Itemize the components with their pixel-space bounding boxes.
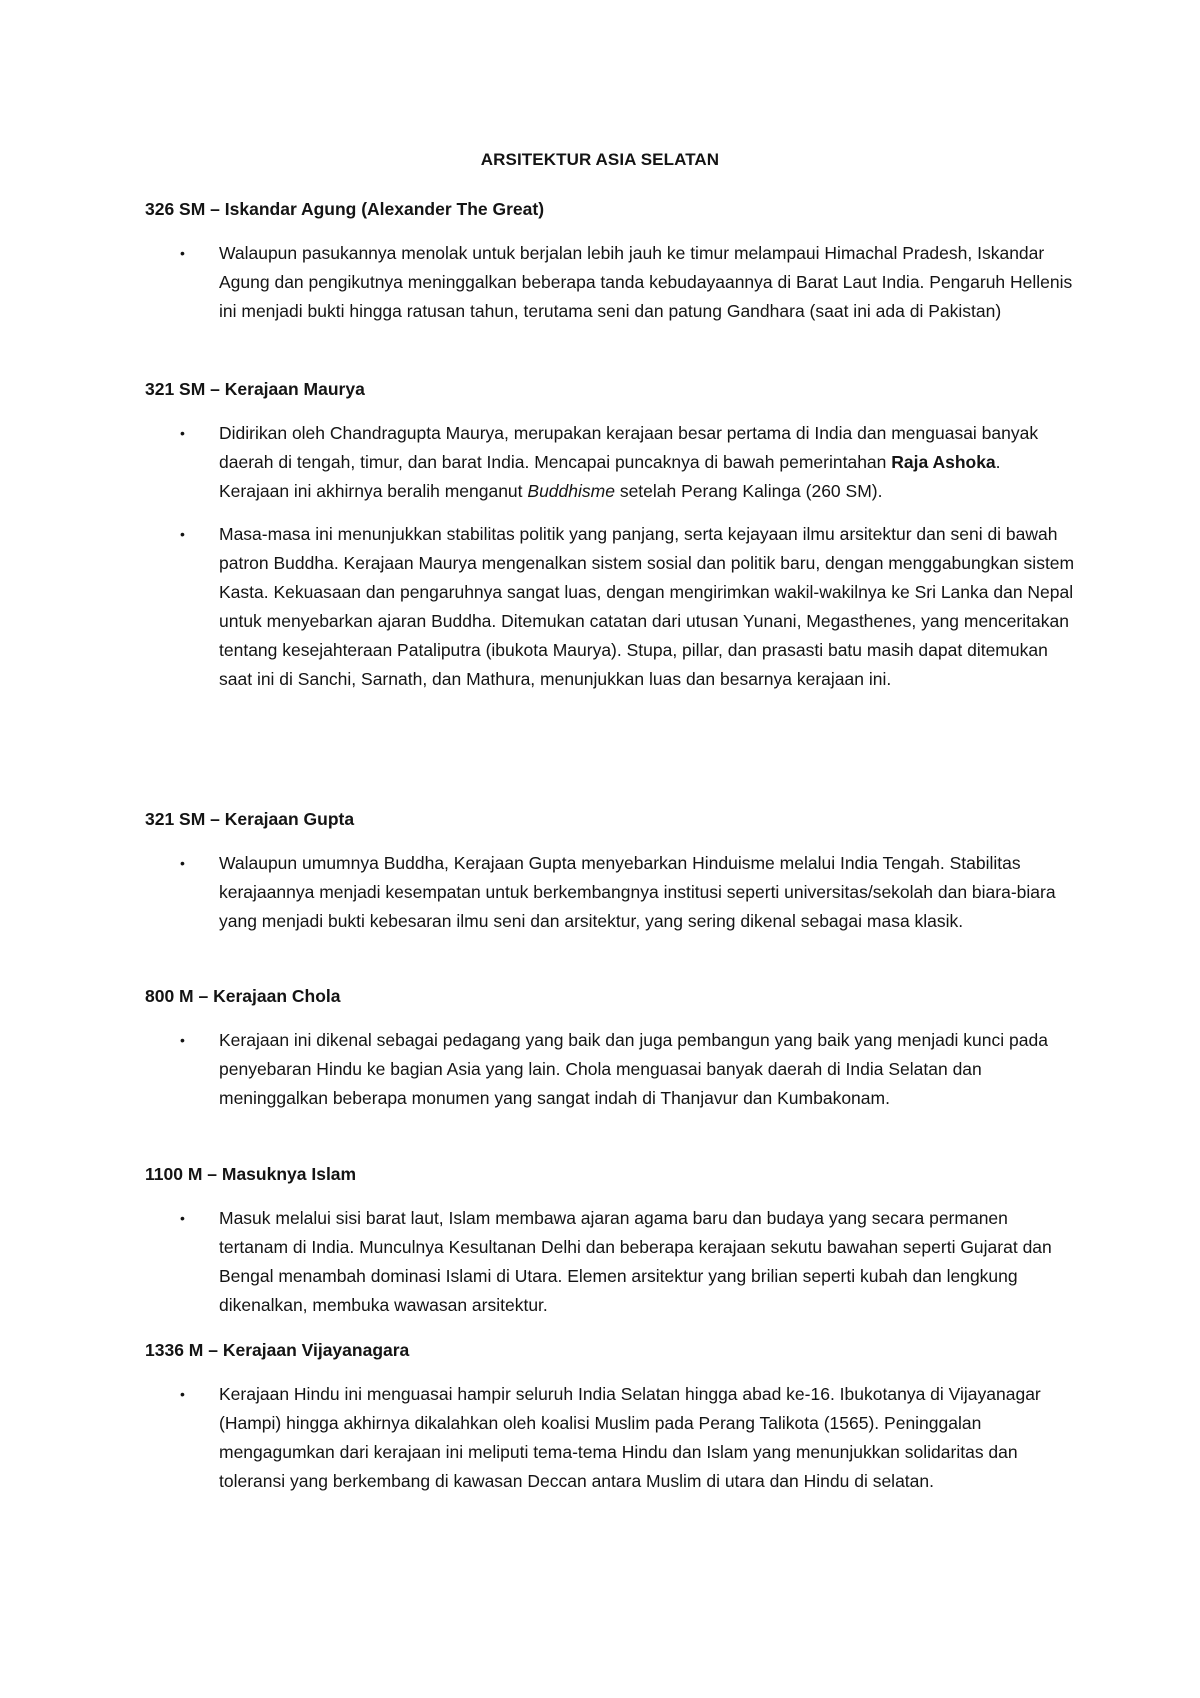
section [145,1339,1075,1510]
section-heading: 1336 M – Kerajaan Vijayanagara [145,1340,410,1360]
bullet-icon: • [180,425,185,441]
bullet-icon: • [180,1032,185,1048]
bullet-icon: • [180,1386,185,1402]
text-segment: Walaupun umumnya Buddha, Kerajaan Gupta menyebarkan Hinduisme melalui India Tengah. Stabilitas kerajaannya menjadi kesempatan untuk berkembangnya institusi seperti universitas/sekolah dan biara-biara yang menjadi bukti kebesaran ilmu seni dan arsitektur, yang sering dikenal sebagai masa klasik. [219,853,1056,931]
bullet-icon: • [180,526,185,542]
section [145,985,1075,1127]
section [145,1163,1075,1334]
section-heading: 800 M – Kerajaan Chola [145,986,341,1006]
text-segment: Kerajaan Hindu ini menguasai hampir seluruh India Selatan hingga abad ke-16. Ibukotanya di Vijayanagar (Hampi) hingga akhirnya dikalahkan oleh koalisi Muslim pada Perang Talikota (1565). Peninggalan mengagumkan dari kerajaan ini meliputi tema-tema Hindu dan Islam yang menunjukkan solidaritas dan toleransi yang berkembang di kawasan Deccan antara Muslim di utara dan Hindu di selatan. [219,1384,1041,1491]
section [145,808,1075,950]
text-segment: Didirikan oleh Chandragupta Maurya, merupakan kerajaan besar pertama di India dan menguasai banyak daerah di tengah, timur, dan barat India. Mencapai puncaknya di bawah pemerintahan [219,423,1039,472]
text-segment: Walaupun pasukannya menolak untuk berjalan lebih jauh ke timur melampaui Himachal Pradesh, Iskandar Agung dan pengikutnya meninggalkan beberapa tanda kebudayaannya di Barat Laut India. Pengaruh Hellenis ini menjadi bukti hingga ratusan tahun, terutama seni dan patung Gandhara (saat ini ada di Pakistan) [219,243,1073,321]
bullet-item [145,1380,1075,1496]
text-segment: Kerajaan ini dikenal sebagai pedagang yang baik dan juga pembangun yang baik yang menjadi kunci pada penyebaran Hindu ke bagian Asia yang lain. Chola menguasai banyak daerah di India Selatan dan meninggalkan beberapa monumen yang sangat indah di Thanjavur dan Kumbakonam. [219,1030,1048,1108]
bullet-item [145,520,1075,694]
italic-text: Buddhisme [527,481,615,501]
bullet-item [145,1204,1075,1320]
bullet-text [219,419,1075,506]
bold-text: Raja Ashoka [891,452,996,472]
bullet-text [219,520,1075,694]
bullet-text [219,1026,1075,1113]
document-title: ARSITEKTUR ASIA SELATAN [480,150,720,169]
section [145,378,1075,708]
text-segment: Masa-masa ini menunjukkan stabilitas politik yang panjang, serta kejayaan ilmu arsitektur dan seni di bawah patron Buddha. Kerajaan Maurya mengenalkan sistem sosial dan politik baru, dengan menggabungkan sistem Kasta. Kekuasaan dan pengaruhnya sangat luas, dengan mengirimkan wakil-wakilnya ke Sri Lanka dan Nepal untuk menyebarkan ajaran Buddha. Ditemukan catatan dari utusan Yunani, Megasthenes, yang menceritakan tentang kesejahteraan Pataliputra (ibukota Maurya). Stupa, pillar, dan prasasti batu masih dapat ditemukan saat ini di Sanchi, Sarnath, dan Mathura, menunjukkan luas dan besarnya kerajaan ini. [219,524,1075,689]
bullet-item [145,1026,1075,1113]
bullet-item [145,419,1075,506]
section [145,198,1075,340]
bullet-item [145,849,1075,936]
bullet-text [219,1204,1075,1320]
section-heading: 321 SM – Kerajaan Maurya [145,379,365,399]
bullet-text [219,239,1075,326]
bullet-text [219,849,1075,936]
bullet-icon: • [180,1210,185,1226]
section-heading: 1100 M – Masuknya Islam [145,1164,357,1184]
text-segment: Masuk melalui sisi barat laut, Islam membawa ajaran agama baru dan budaya yang secara permanen tertanam di India. Munculnya Kesultanan Delhi dan beberapa kerajaan sekutu bawahan seperti Gujarat dan Bengal menambah dominasi Islami di Utara. Elemen arsitektur yang brilian seperti kubah dan lengkung dikenalkan, membuka wawasan arsitektur. [219,1208,1052,1315]
bullet-icon: • [180,855,185,871]
text-segment: . Kerajaan ini akhirnya beralih menganut [219,452,1001,501]
bullet-icon: • [180,245,185,261]
bullet-text [219,1380,1075,1496]
section-heading: 321 SM – Kerajaan Gupta [145,809,355,829]
section-heading: 326 SM – Iskandar Agung (Alexander The Great) [145,199,545,219]
text-segment: setelah Perang Kalinga (260 SM). [614,481,883,501]
bullet-item [145,239,1075,326]
